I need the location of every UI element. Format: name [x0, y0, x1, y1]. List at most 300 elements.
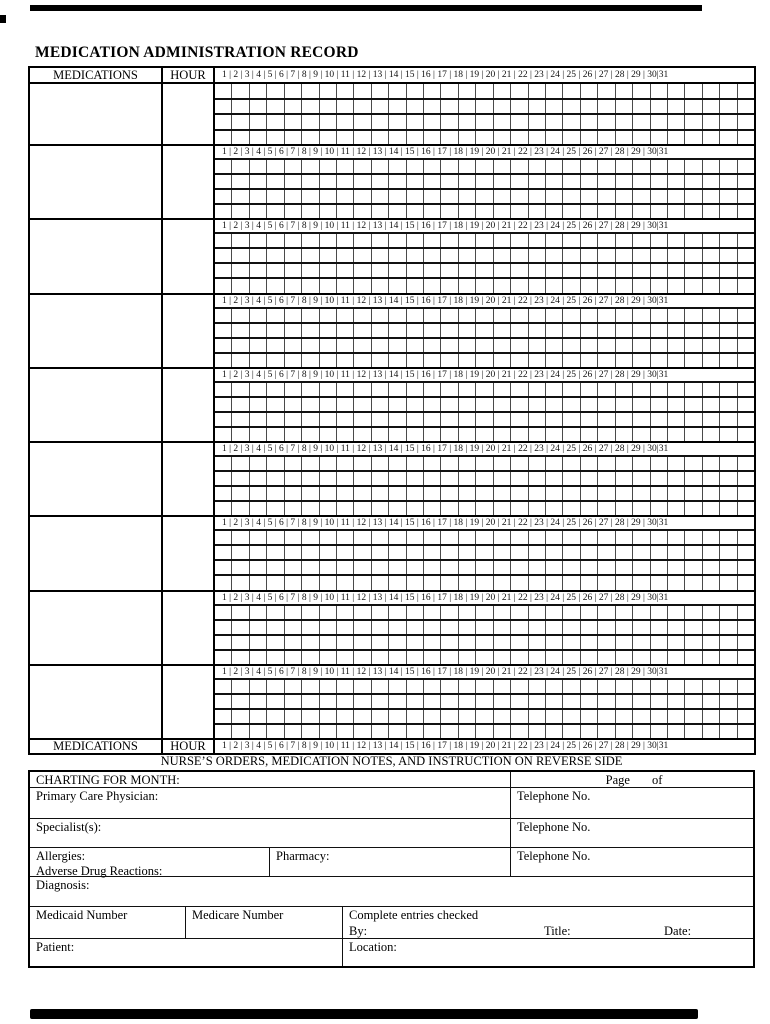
grid-cell[interactable] — [215, 428, 231, 441]
grid-cell[interactable] — [510, 234, 527, 247]
grid-cell[interactable] — [702, 383, 719, 396]
grid-cell[interactable] — [580, 324, 597, 337]
grid-cell[interactable] — [545, 621, 562, 634]
grid-cell[interactable] — [562, 621, 579, 634]
grid-cell[interactable] — [545, 160, 562, 173]
grid-cell[interactable] — [737, 324, 754, 337]
grid-cell[interactable] — [545, 354, 562, 367]
grid-cell[interactable] — [475, 428, 492, 441]
grid-cell[interactable] — [215, 561, 231, 574]
grid-cell[interactable] — [284, 84, 301, 98]
grid-cell[interactable] — [301, 160, 318, 173]
grid-cell[interactable] — [336, 621, 353, 634]
grid-cell[interactable] — [423, 279, 440, 292]
grid-cell[interactable] — [475, 131, 492, 145]
grid-cell[interactable] — [580, 472, 597, 485]
grid-cell[interactable] — [528, 636, 545, 649]
hour-cell[interactable] — [163, 592, 215, 664]
grid-cell[interactable] — [545, 190, 562, 203]
grid-cell[interactable] — [493, 621, 510, 634]
grid-cell[interactable] — [336, 175, 353, 188]
grid-cell[interactable] — [388, 576, 405, 589]
grid-cell[interactable] — [545, 309, 562, 322]
grid-cell[interactable] — [684, 100, 701, 114]
grid-cell[interactable] — [458, 472, 475, 485]
grid-cell[interactable] — [231, 606, 248, 619]
grid-cell[interactable] — [388, 234, 405, 247]
grid-cell[interactable] — [493, 279, 510, 292]
grid-cell[interactable] — [301, 249, 318, 262]
grid-cell[interactable] — [231, 324, 248, 337]
grid-cell[interactable] — [458, 100, 475, 114]
grid-cell[interactable] — [319, 131, 336, 145]
grid-cell[interactable] — [702, 531, 719, 544]
grid-cell[interactable] — [353, 115, 370, 129]
grid-cell[interactable] — [475, 100, 492, 114]
grid-cell[interactable] — [353, 100, 370, 114]
medication-name-cell[interactable] — [30, 592, 163, 664]
grid-cell[interactable] — [319, 264, 336, 277]
grid-cell[interactable] — [406, 160, 423, 173]
grid-cell[interactable] — [406, 100, 423, 114]
grid-cell[interactable] — [719, 561, 736, 574]
grid-cell[interactable] — [580, 606, 597, 619]
grid-cell[interactable] — [336, 190, 353, 203]
grid-cell[interactable] — [597, 561, 614, 574]
grid-cell[interactable] — [475, 190, 492, 203]
grid-cell[interactable] — [266, 354, 283, 367]
grid-cell[interactable] — [284, 398, 301, 411]
grid-cell[interactable] — [406, 651, 423, 664]
grid-cell[interactable] — [632, 621, 649, 634]
grid-cell[interactable] — [266, 175, 283, 188]
grid-cell[interactable] — [231, 398, 248, 411]
grid-cell[interactable] — [684, 84, 701, 98]
grid-cell[interactable] — [562, 710, 579, 723]
grid-cell[interactable] — [336, 531, 353, 544]
grid-cell[interactable] — [319, 710, 336, 723]
grid-cell[interactable] — [719, 651, 736, 664]
grid-cell[interactable] — [266, 339, 283, 352]
grid-cell[interactable] — [231, 383, 248, 396]
grid-cell[interactable] — [702, 561, 719, 574]
grid-cell[interactable] — [423, 710, 440, 723]
grid-cell[interactable] — [510, 413, 527, 426]
grid-cell[interactable] — [702, 249, 719, 262]
grid-cell[interactable] — [336, 339, 353, 352]
grid-cell[interactable] — [650, 383, 667, 396]
grid-cell[interactable] — [580, 710, 597, 723]
grid-cell[interactable] — [440, 354, 457, 367]
grid-cell[interactable] — [562, 502, 579, 515]
grid-cell[interactable] — [406, 725, 423, 738]
grid-cell[interactable] — [353, 160, 370, 173]
grid-cell[interactable] — [719, 725, 736, 738]
grid-cell[interactable] — [475, 561, 492, 574]
grid-cell[interactable] — [528, 309, 545, 322]
grid-cell[interactable] — [406, 264, 423, 277]
grid-cell[interactable] — [388, 115, 405, 129]
grid-cell[interactable] — [301, 710, 318, 723]
grid-cell[interactable] — [231, 428, 248, 441]
grid-cell[interactable] — [632, 205, 649, 218]
grid-cell[interactable] — [301, 131, 318, 145]
grid-cell[interactable] — [423, 636, 440, 649]
grid-cell[interactable] — [597, 190, 614, 203]
grid-cell[interactable] — [528, 249, 545, 262]
grid-cell[interactable] — [650, 398, 667, 411]
grid-cell[interactable] — [580, 115, 597, 129]
grid-cell[interactable] — [284, 680, 301, 693]
grid-cell[interactable] — [423, 561, 440, 574]
grid-cell[interactable] — [406, 309, 423, 322]
grid-cell[interactable] — [684, 205, 701, 218]
grid-cell[interactable] — [423, 428, 440, 441]
grid-cell[interactable] — [493, 249, 510, 262]
grid-cell[interactable] — [371, 115, 388, 129]
grid-cell[interactable] — [301, 279, 318, 292]
grid-cell[interactable] — [319, 249, 336, 262]
grid-cell[interactable] — [580, 175, 597, 188]
grid-cell[interactable] — [493, 457, 510, 470]
grid-cell[interactable] — [440, 383, 457, 396]
grid-cell[interactable] — [493, 339, 510, 352]
grid-cell[interactable] — [423, 487, 440, 500]
grid-cell[interactable] — [684, 487, 701, 500]
grid-cell[interactable] — [388, 160, 405, 173]
grid-cell[interactable] — [702, 264, 719, 277]
grid-cell[interactable] — [371, 710, 388, 723]
grid-cell[interactable] — [458, 264, 475, 277]
grid-cell[interactable] — [353, 710, 370, 723]
grid-cell[interactable] — [650, 621, 667, 634]
grid-cell[interactable] — [458, 324, 475, 337]
grid-cell[interactable] — [615, 725, 632, 738]
grid-cell[interactable] — [475, 339, 492, 352]
grid-cell[interactable] — [440, 472, 457, 485]
grid-cell[interactable] — [353, 621, 370, 634]
grid-cell[interactable] — [684, 324, 701, 337]
grid-cell[interactable] — [458, 383, 475, 396]
grid-cell[interactable] — [562, 115, 579, 129]
grid-cell[interactable] — [562, 398, 579, 411]
grid-cell[interactable] — [667, 160, 684, 173]
grid-cell[interactable] — [702, 234, 719, 247]
grid-cell[interactable] — [615, 487, 632, 500]
grid-cell[interactable] — [650, 487, 667, 500]
grid-cell[interactable] — [545, 606, 562, 619]
grid-cell[interactable] — [440, 636, 457, 649]
grid-cell[interactable] — [667, 190, 684, 203]
grid-cell[interactable] — [667, 354, 684, 367]
grid-cell[interactable] — [650, 175, 667, 188]
grid-cell[interactable] — [336, 725, 353, 738]
grid-cell[interactable] — [737, 428, 754, 441]
grid-cell[interactable] — [597, 636, 614, 649]
grid-cell[interactable] — [545, 457, 562, 470]
grid-cell[interactable] — [336, 576, 353, 589]
grid-cell[interactable] — [493, 680, 510, 693]
grid-cell[interactable] — [510, 651, 527, 664]
grid-cell[interactable] — [475, 695, 492, 708]
grid-cell[interactable] — [510, 725, 527, 738]
grid-cell[interactable] — [406, 339, 423, 352]
grid-cell[interactable] — [719, 428, 736, 441]
hour-cell[interactable] — [163, 295, 215, 367]
grid-cell[interactable] — [545, 205, 562, 218]
grid-cell[interactable] — [719, 606, 736, 619]
grid-cell[interactable] — [336, 398, 353, 411]
grid-cell[interactable] — [545, 546, 562, 559]
grid-cell[interactable] — [371, 264, 388, 277]
grid-cell[interactable] — [423, 205, 440, 218]
grid-cell[interactable] — [702, 354, 719, 367]
grid-cell[interactable] — [493, 546, 510, 559]
grid-cell[interactable] — [231, 725, 248, 738]
grid-cell[interactable] — [719, 160, 736, 173]
grid-cell[interactable] — [684, 131, 701, 145]
medication-name-cell[interactable] — [30, 666, 163, 738]
grid-cell[interactable] — [737, 279, 754, 292]
grid-cell[interactable] — [284, 279, 301, 292]
grid-cell[interactable] — [440, 502, 457, 515]
grid-cell[interactable] — [319, 561, 336, 574]
grid-cell[interactable] — [650, 561, 667, 574]
grid-cell[interactable] — [249, 561, 266, 574]
grid-cell[interactable] — [684, 457, 701, 470]
grid-cell[interactable] — [615, 205, 632, 218]
grid-cell[interactable] — [371, 546, 388, 559]
grid-cell[interactable] — [615, 264, 632, 277]
grid-cell[interactable] — [440, 428, 457, 441]
grid-cell[interactable] — [615, 561, 632, 574]
grid-cell[interactable] — [266, 472, 283, 485]
grid-cell[interactable] — [266, 531, 283, 544]
grid-cell[interactable] — [388, 249, 405, 262]
grid-cell[interactable] — [702, 725, 719, 738]
grid-cell[interactable] — [562, 606, 579, 619]
grid-cell[interactable] — [319, 279, 336, 292]
grid-cell[interactable] — [231, 339, 248, 352]
grid-cell[interactable] — [597, 502, 614, 515]
grid-cell[interactable] — [719, 84, 736, 98]
grid-cell[interactable] — [249, 576, 266, 589]
grid-cell[interactable] — [319, 680, 336, 693]
grid-cell[interactable] — [371, 339, 388, 352]
grid-cell[interactable] — [423, 249, 440, 262]
grid-cell[interactable] — [667, 84, 684, 98]
grid-cell[interactable] — [475, 487, 492, 500]
grid-cell[interactable] — [458, 131, 475, 145]
grid-cell[interactable] — [545, 472, 562, 485]
grid-cell[interactable] — [266, 383, 283, 396]
grid-cell[interactable] — [580, 279, 597, 292]
grid-cell[interactable] — [545, 636, 562, 649]
grid-cell[interactable] — [406, 621, 423, 634]
grid-cell[interactable] — [440, 279, 457, 292]
grid-cell[interactable] — [423, 651, 440, 664]
grid-cell[interactable] — [597, 205, 614, 218]
grid-cell[interactable] — [632, 710, 649, 723]
grid-cell[interactable] — [562, 561, 579, 574]
grid-cell[interactable] — [545, 695, 562, 708]
grid-cell[interactable] — [632, 160, 649, 173]
grid-cell[interactable] — [319, 398, 336, 411]
grid-cell[interactable] — [615, 160, 632, 173]
grid-cell[interactable] — [388, 502, 405, 515]
grid-cell[interactable] — [528, 725, 545, 738]
grid-cell[interactable] — [319, 309, 336, 322]
grid-cell[interactable] — [475, 264, 492, 277]
grid-cell[interactable] — [353, 309, 370, 322]
grid-cell[interactable] — [353, 680, 370, 693]
grid-cell[interactable] — [319, 100, 336, 114]
grid-cell[interactable] — [266, 576, 283, 589]
grid-cell[interactable] — [284, 175, 301, 188]
grid-cell[interactable] — [388, 354, 405, 367]
grid-cell[interactable] — [562, 190, 579, 203]
grid-cell[interactable] — [493, 354, 510, 367]
grid-cell[interactable] — [231, 457, 248, 470]
grid-cell[interactable] — [231, 487, 248, 500]
grid-cell[interactable] — [440, 487, 457, 500]
grid-cell[interactable] — [650, 457, 667, 470]
grid-cell[interactable] — [475, 279, 492, 292]
grid-cell[interactable] — [249, 190, 266, 203]
grid-cell[interactable] — [458, 725, 475, 738]
grid-cell[interactable] — [719, 413, 736, 426]
grid-cell[interactable] — [545, 413, 562, 426]
grid-cell[interactable] — [406, 561, 423, 574]
grid-cell[interactable] — [440, 531, 457, 544]
grid-cell[interactable] — [667, 531, 684, 544]
grid-cell[interactable] — [423, 309, 440, 322]
grid-cell[interactable] — [284, 249, 301, 262]
grid-cell[interactable] — [510, 100, 527, 114]
grid-cell[interactable] — [231, 472, 248, 485]
grid-cell[interactable] — [458, 502, 475, 515]
entries-checked-field[interactable] — [342, 907, 753, 938]
grid-cell[interactable] — [336, 561, 353, 574]
grid-cell[interactable] — [423, 502, 440, 515]
grid-cell[interactable] — [510, 621, 527, 634]
grid-cell[interactable] — [371, 309, 388, 322]
grid-cell[interactable] — [510, 264, 527, 277]
grid-cell[interactable] — [371, 175, 388, 188]
grid-cell[interactable] — [406, 695, 423, 708]
hour-cell[interactable] — [163, 220, 215, 292]
grid-cell[interactable] — [406, 190, 423, 203]
grid-cell[interactable] — [215, 606, 231, 619]
grid-cell[interactable] — [319, 413, 336, 426]
grid-cell[interactable] — [388, 680, 405, 693]
grid-cell[interactable] — [215, 339, 231, 352]
grid-cell[interactable] — [371, 428, 388, 441]
grid-cell[interactable] — [353, 84, 370, 98]
grid-cell[interactable] — [632, 324, 649, 337]
grid-cell[interactable] — [215, 324, 231, 337]
grid-cell[interactable] — [423, 725, 440, 738]
grid-cell[interactable] — [667, 175, 684, 188]
grid-cell[interactable] — [423, 131, 440, 145]
grid-cell[interactable] — [458, 190, 475, 203]
grid-cell[interactable] — [353, 695, 370, 708]
grid-cell[interactable] — [301, 264, 318, 277]
grid-cell[interactable] — [215, 710, 231, 723]
grid-cell[interactable] — [406, 413, 423, 426]
grid-cell[interactable] — [493, 175, 510, 188]
grid-cell[interactable] — [528, 354, 545, 367]
grid-cell[interactable] — [702, 502, 719, 515]
grid-cell[interactable] — [597, 249, 614, 262]
grid-cell[interactable] — [650, 636, 667, 649]
grid-cell[interactable] — [528, 531, 545, 544]
grid-cell[interactable] — [475, 725, 492, 738]
grid-cell[interactable] — [684, 383, 701, 396]
grid-cell[interactable] — [597, 115, 614, 129]
grid-cell[interactable] — [667, 383, 684, 396]
grid-cell[interactable] — [423, 354, 440, 367]
grid-cell[interactable] — [458, 531, 475, 544]
grid-cell[interactable] — [249, 502, 266, 515]
grid-cell[interactable] — [737, 205, 754, 218]
grid-cell[interactable] — [215, 398, 231, 411]
grid-cell[interactable] — [353, 383, 370, 396]
grid-cell[interactable] — [284, 710, 301, 723]
grid-cell[interactable] — [388, 190, 405, 203]
grid-cell[interactable] — [353, 576, 370, 589]
grid-cell[interactable] — [597, 324, 614, 337]
grid-cell[interactable] — [284, 309, 301, 322]
grid-cell[interactable] — [493, 487, 510, 500]
grid-cell[interactable] — [719, 472, 736, 485]
grid-cell[interactable] — [702, 651, 719, 664]
grid-cell[interactable] — [319, 160, 336, 173]
grid-cell[interactable] — [423, 413, 440, 426]
grid-cell[interactable] — [580, 84, 597, 98]
grid-cell[interactable] — [545, 428, 562, 441]
grid-cell[interactable] — [319, 457, 336, 470]
grid-cell[interactable] — [737, 531, 754, 544]
grid-cell[interactable] — [510, 546, 527, 559]
hour-cell[interactable] — [163, 517, 215, 589]
grid-cell[interactable] — [562, 725, 579, 738]
grid-cell[interactable] — [423, 680, 440, 693]
grid-cell[interactable] — [249, 279, 266, 292]
grid-cell[interactable] — [336, 651, 353, 664]
grid-cell[interactable] — [597, 531, 614, 544]
grid-cell[interactable] — [597, 487, 614, 500]
grid-cell[interactable] — [423, 115, 440, 129]
grid-cell[interactable] — [528, 413, 545, 426]
grid-cell[interactable] — [580, 576, 597, 589]
grid-cell[interactable] — [580, 487, 597, 500]
grid-cell[interactable] — [371, 100, 388, 114]
grid-cell[interactable] — [510, 354, 527, 367]
grid-cell[interactable] — [388, 695, 405, 708]
grid-cell[interactable] — [249, 84, 266, 98]
grid-cell[interactable] — [632, 339, 649, 352]
grid-cell[interactable] — [458, 621, 475, 634]
grid-cell[interactable] — [249, 695, 266, 708]
grid-cell[interactable] — [562, 576, 579, 589]
grid-cell[interactable] — [336, 413, 353, 426]
grid-cell[interactable] — [650, 249, 667, 262]
grid-cell[interactable] — [266, 249, 283, 262]
grid-cell[interactable] — [737, 576, 754, 589]
grid-cell[interactable] — [423, 457, 440, 470]
grid-cell[interactable] — [737, 100, 754, 114]
